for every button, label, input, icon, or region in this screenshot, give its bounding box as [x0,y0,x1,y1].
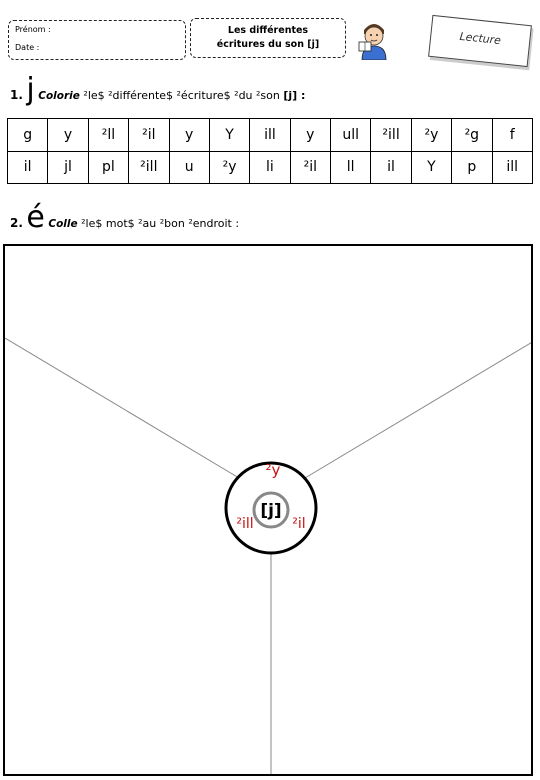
question-2-instruction: ²le$ mot$ ²au ²bon ²endroit : [81,217,240,230]
grid-cell[interactable]: Y [209,119,249,152]
grid-cell[interactable]: ill [492,151,533,184]
grid-cell[interactable]: ²ll [88,119,128,152]
grid-cell[interactable]: ²il [129,119,169,152]
divider-right [305,338,531,478]
grid-row-2 [8,151,533,184]
letters-grid [7,118,533,184]
grid-cell[interactable]: il [371,151,411,184]
grid-cell[interactable]: ²ill [129,151,169,184]
name-date-box [8,20,186,60]
question-1-sound: [j] : [283,89,306,102]
grid-cell[interactable]: Y [411,151,451,184]
question-2 [10,200,239,235]
grid-cell[interactable]: pl [88,151,128,184]
grid-cell[interactable]: g [8,119,48,152]
grid-cell[interactable]: jl [48,151,88,184]
grid-cell[interactable]: y [48,119,88,152]
reading-child-illustration [356,18,392,60]
lecture-tag: Lecture [428,15,532,67]
grid-cell[interactable]: y [290,119,330,152]
grid-cell[interactable]: il [8,151,48,184]
grid-cell[interactable]: ²il [290,151,330,184]
grid-cell[interactable]: ull [331,119,371,152]
right-section-label: ²il [292,516,306,532]
grid-cell[interactable]: ill [250,119,290,152]
question-2-number: 2. [10,216,23,230]
sorting-diagram [5,246,531,774]
prenom-label: Prénom : [15,25,51,34]
grid-cell[interactable]: li [250,151,290,184]
question-1-instruction: ²le$ ²différente$ ²écriture$ ²du ²son [83,89,280,102]
sorting-board[interactable] [3,244,533,776]
title-line-2: écritures du son [j] [216,39,320,50]
question-1-verb: Colorie [38,90,80,102]
top-section-label: ²y [265,461,281,479]
grid-cell[interactable]: ²y [209,151,249,184]
question-1-number: 1. [10,88,23,102]
grid-cell[interactable]: ll [331,151,371,184]
question-1-letter: j [26,72,35,107]
question-2-letter: é [26,200,45,235]
center-sound-label: [j] [260,501,282,521]
title-line-1: Les différentes [227,25,309,36]
grid-cell[interactable]: f [492,119,533,152]
grid-cell[interactable]: ²y [411,119,451,152]
question-1 [10,72,305,107]
grid-row-1 [8,119,533,152]
grid-cell[interactable]: u [169,151,209,184]
grid-cell[interactable]: p [452,151,492,184]
title-box [190,18,346,58]
grid-cell[interactable]: ²ill [371,119,411,152]
grid-cell[interactable]: ²g [452,119,492,152]
question-2-verb: Colle [48,218,78,230]
left-section-label: ²ill [236,516,254,532]
date-label: Date : [15,43,40,52]
grid-cell[interactable]: y [169,119,209,152]
divider-left [5,338,239,478]
